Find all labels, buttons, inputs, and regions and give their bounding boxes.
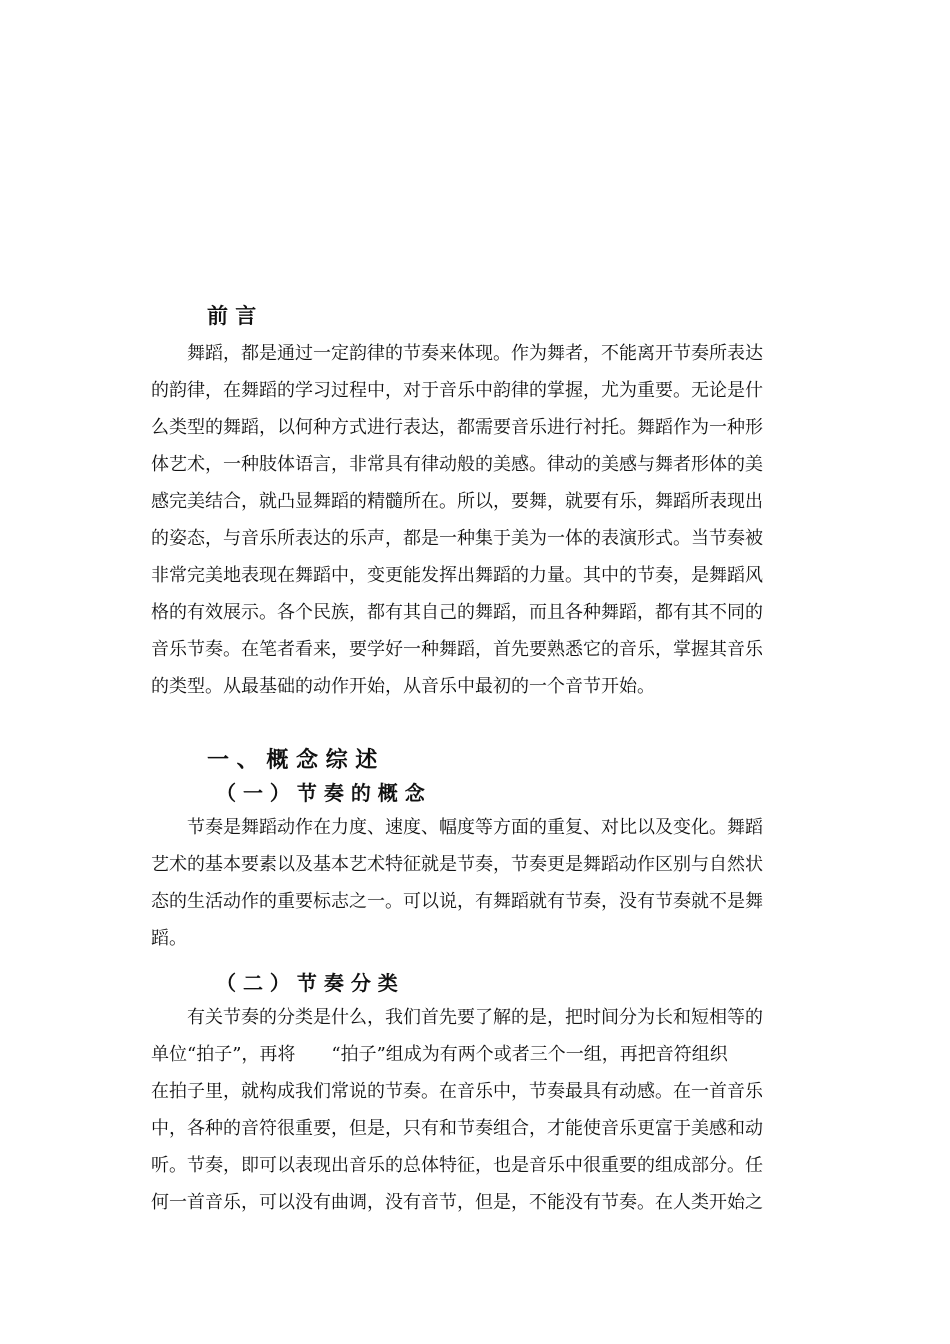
text-line: 的姿态，与音乐所表达的乐声，都是一种集于美为一体的表演形式。当节奏被	[151, 528, 763, 549]
text-line: 态的生活动作的重要标志之一。可以说，有舞蹈就有节奏，没有节奏就不是舞	[151, 891, 763, 912]
text-line: 非常完美地表现在舞蹈中，变更能发挥出舞蹈的力量。其中的节奏，是舞蹈风	[151, 565, 763, 586]
text-line: 何一首音乐，可以没有曲调，没有音节，但是，不能没有节奏。在人类开始之	[151, 1192, 763, 1213]
text-line: 体艺术，一种肢体语言，非常具有律动般的美感。律动的美感与舞者形体的美	[151, 454, 763, 475]
section-heading: 一 、 概 念 综 述	[207, 747, 378, 773]
text-line: 舞蹈，都是通过一定韵律的节奏来体现。作为舞者，不能离开节奏所表达	[187, 343, 763, 364]
preface-paragraph	[151, 335, 800, 705]
subsection-heading: （ 一 ） 节 奏 的 概 念	[216, 781, 425, 805]
subsection-paragraph	[151, 809, 800, 957]
text-line: 么类型的舞蹈，以何种方式进行表达，都需要音乐进行衬托。舞蹈作为一种形	[151, 417, 763, 438]
preface-heading: 前 言	[207, 303, 257, 328]
text-line: 中，各种的音符很重要，但是，只有和节奏组合，才能使音乐更富于美感和动	[151, 1118, 763, 1139]
subsection-paragraph	[151, 999, 800, 1221]
text-line: 的类型。从最基础的动作开始，从音乐中最初的一个音节开始。	[151, 676, 655, 697]
text-line: 单位“拍子”，再将 “拍子”组成为有两个或者三个一组，再把音符组织	[151, 1044, 728, 1065]
text-line: 在拍子里，就构成我们常说的节奏。在音乐中，节奏最具有动感。在一首音乐	[151, 1081, 763, 1102]
text-line: 的韵律，在舞蹈的学习过程中，对于音乐中韵律的掌握，尤为重要。无论是什	[151, 380, 763, 401]
text-line: 节奏是舞蹈动作在力度、速度、幅度等方面的重复、对比以及变化。舞蹈	[187, 817, 763, 838]
text-line: 有关节奏的分类是什么，我们首先要了解的是，把时间分为长和短相等的	[187, 1007, 763, 1028]
text-line: 格的有效展示。各个民族，都有其自己的舞蹈，而且各种舞蹈，都有其不同的	[151, 602, 763, 623]
text-line: 听。节奏，即可以表现出音乐的总体特征，也是音乐中很重要的组成部分。任	[151, 1155, 763, 1176]
subsection-heading: （ 二 ） 节 奏 分 类	[216, 971, 398, 995]
text-line: 感完美结合，就凸显舞蹈的精髓所在。所以，要舞，就要有乐，舞蹈所表现出	[151, 491, 763, 512]
text-line: 音乐节奏。在笔者看来，要学好一种舞蹈，首先要熟悉它的音乐，掌握其音乐	[151, 639, 763, 660]
document-content	[151, 299, 800, 1221]
text-line: 艺术的基本要素以及基本艺术特征就是节奏，节奏更是舞蹈动作区别与自然状	[151, 854, 763, 875]
text-line: 蹈。	[151, 928, 187, 949]
